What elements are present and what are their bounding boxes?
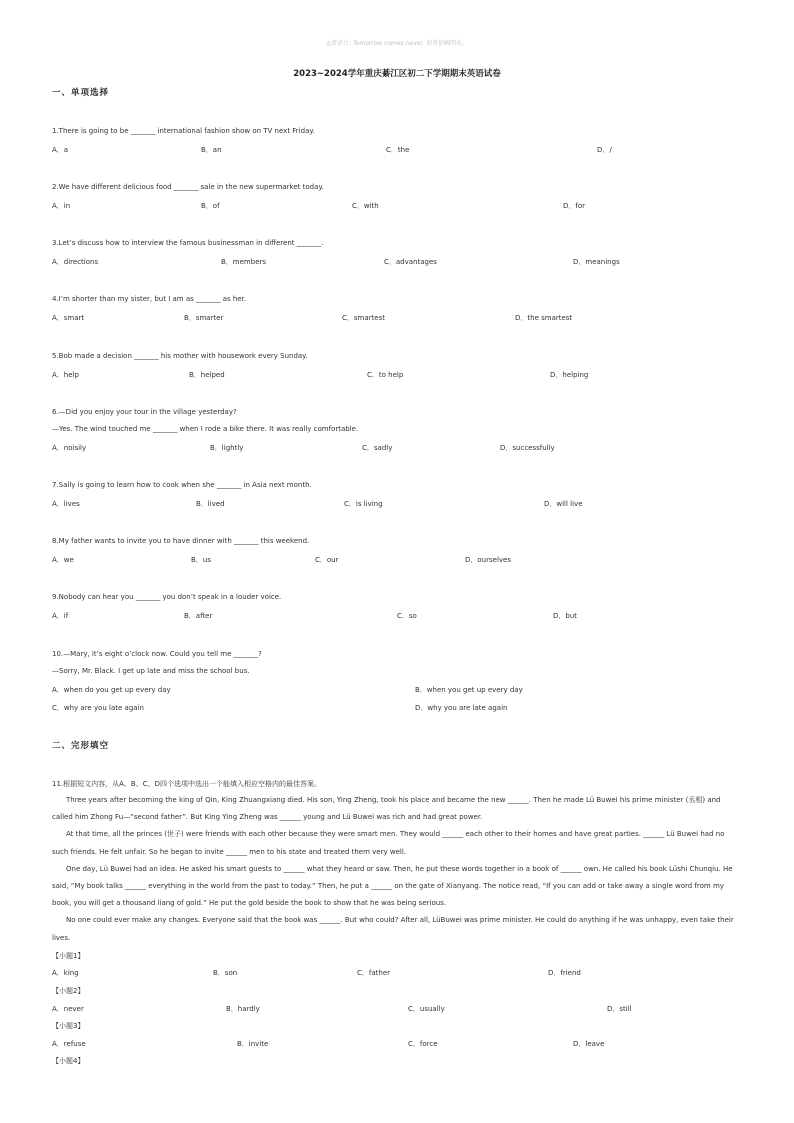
option-a: A．help bbox=[52, 371, 79, 379]
option-c: C．so bbox=[397, 612, 417, 620]
question-stem-line2: —Sorry, Mr. Black. I get up late and miss the school bus. bbox=[52, 667, 250, 675]
option-a: A．directions bbox=[52, 258, 99, 266]
option-c: C．the bbox=[386, 146, 410, 154]
sub-question-label: 【小题1】 bbox=[52, 952, 85, 960]
option-a: A．in bbox=[52, 202, 71, 210]
passage-paragraph: One day, Lü Buwei had an idea. He asked his smart guests to ______ what they heard or saw. Then, he put these words together in a book of ______ own. He called his book Lüshi Chunqiu. He said, “My book talks ______ everything in the world from the past to today.” Then, he put a ______ on the gate of Xianyang. The notice read, “If you can add or take away a single word from my book, you will get a thousand liang of gold.” He put the gold beside the book to show that he was being serious. bbox=[52, 864, 733, 908]
passage-paragraph: Three years after becoming the king of Qin, King Zhuangxiang died. His son, Ying Zheng, took his place and became the new ______. Then he made Lü Buwei his prime minister (丞相) and called him Zhong Fu—“second father”. But King Ying Zheng was ______ young and Lü Buwei was rich and had great power. bbox=[52, 796, 721, 822]
option-c: C．father bbox=[357, 969, 391, 977]
question-stem: 1.There is going to be _______ international fashion show on TV next Friday. bbox=[52, 127, 315, 135]
option-d: D．the smartest bbox=[515, 314, 573, 322]
option-a: A．a bbox=[52, 146, 69, 154]
option-a: A．we bbox=[52, 556, 74, 564]
sub-question-label: 【小题4】 bbox=[52, 1057, 85, 1065]
option-d: D．successfully bbox=[500, 444, 555, 452]
option-b: B．an bbox=[201, 146, 222, 154]
cloze-instruction: 11.根据短文内容，从A、B、C、D四个选项中选出一个能填入相应空格内的最佳答案。 bbox=[52, 780, 321, 788]
option-b: B．helped bbox=[189, 371, 225, 379]
option-a: A．noisily bbox=[52, 444, 87, 452]
option-a: A．lives bbox=[52, 500, 80, 508]
cloze-passage bbox=[52, 792, 742, 947]
option-c: C．sadly bbox=[362, 444, 393, 452]
option-d: D．but bbox=[553, 612, 578, 620]
passage-paragraph: At that time, all the princes (世子) were friends with each other because they were smart men. They would ______ each other to their homes and have great parties. ______ Lü Buwei had no such friends. He felt unfair. So he began to invite ______ men to his state and treated them very well. bbox=[52, 830, 725, 856]
option-c: C．to help bbox=[367, 371, 404, 379]
option-c: C．smartest bbox=[342, 314, 385, 322]
watermark: ◎菁语计: Tomorrow comes never. 切莫依赖明天。 bbox=[325, 40, 469, 47]
question-stem: 9.Nobody can hear you _______ you don’t speak in a louder voice. bbox=[52, 593, 282, 601]
question-stem: 10.—Mary, it’s eight o’clock now. Could you tell me _______? bbox=[52, 650, 262, 658]
option-c: C．is living bbox=[344, 500, 383, 508]
option-d: D．helping bbox=[550, 371, 589, 379]
passage-paragraph: No one could ever make any changes. Everyone said that the book was ______. But who could? After all, LüBuwei was prime minister. He could do anything if he was unhappy, even take their lives. bbox=[52, 916, 734, 942]
option-c: C．advantages bbox=[384, 258, 437, 266]
page-title: 2023~2024学年重庆綦江区初二下学期期末英语试卷 bbox=[293, 69, 501, 79]
option-c: C．with bbox=[352, 202, 379, 210]
option-d: D．ourselves bbox=[465, 556, 511, 564]
option-b: B．smarter bbox=[184, 314, 224, 322]
option-c: C．force bbox=[408, 1040, 438, 1048]
option-a: A．king bbox=[52, 969, 79, 977]
sub-question-label: 【小题3】 bbox=[52, 1022, 85, 1030]
option-d: D．meanings bbox=[573, 258, 620, 266]
question-stem: 7.Sally is going to learn how to cook when she _______ in Asia next month. bbox=[52, 481, 312, 489]
option-a: A．refuse bbox=[52, 1040, 86, 1048]
option-b: B．lightly bbox=[210, 444, 244, 452]
question-stem: 8.My father wants to invite you to have dinner with _______ this weekend. bbox=[52, 537, 310, 545]
option-d: D．why you are late again bbox=[415, 704, 508, 712]
question-stem: 2.We have different delicious food _______ sale in the new supermarket today. bbox=[52, 183, 324, 191]
option-d: D．friend bbox=[548, 969, 581, 977]
option-b: B．lived bbox=[196, 500, 225, 508]
section-heading-2: 二、完形填空 bbox=[52, 741, 110, 751]
option-d: D．/ bbox=[597, 146, 612, 154]
option-b: B．after bbox=[184, 612, 213, 620]
question-stem: 6.—Did you enjoy your tour in the village yesterday? bbox=[52, 408, 237, 416]
option-c: C．why are you late again bbox=[52, 704, 144, 712]
option-b: B．us bbox=[191, 556, 211, 564]
option-a: A．smart bbox=[52, 314, 85, 322]
option-b: B．members bbox=[221, 258, 267, 266]
section-heading-1: 一、单项选择 bbox=[52, 88, 110, 98]
option-b: B．invite bbox=[237, 1040, 269, 1048]
option-b: B．when you get up every day bbox=[415, 686, 523, 694]
option-b: B．son bbox=[213, 969, 238, 977]
option-c: C．our bbox=[315, 556, 339, 564]
sub-question-label: 【小题2】 bbox=[52, 987, 85, 995]
option-d: D．will live bbox=[544, 500, 583, 508]
option-a: A．when do you get up every day bbox=[52, 686, 171, 694]
option-d: D．still bbox=[607, 1005, 632, 1013]
question-stem: 5.Bob made a decision _______ his mother with housework every Sunday. bbox=[52, 352, 308, 360]
option-a: A．never bbox=[52, 1005, 84, 1013]
question-stem: 4.I’m shorter than my sister, but I am as _______ as her. bbox=[52, 295, 247, 303]
option-d: D．for bbox=[563, 202, 586, 210]
option-b: B．hardly bbox=[226, 1005, 260, 1013]
option-a: A．if bbox=[52, 612, 69, 620]
option-d: D．leave bbox=[573, 1040, 605, 1048]
question-stem: 3.Let’s discuss how to interview the famous businessman in different _______. bbox=[52, 239, 324, 247]
option-b: B．of bbox=[201, 202, 220, 210]
question-stem-line2: —Yes. The wind touched me _______ when I rode a bike there. It was really comfortable. bbox=[52, 425, 359, 433]
option-c: C．usually bbox=[408, 1005, 445, 1013]
